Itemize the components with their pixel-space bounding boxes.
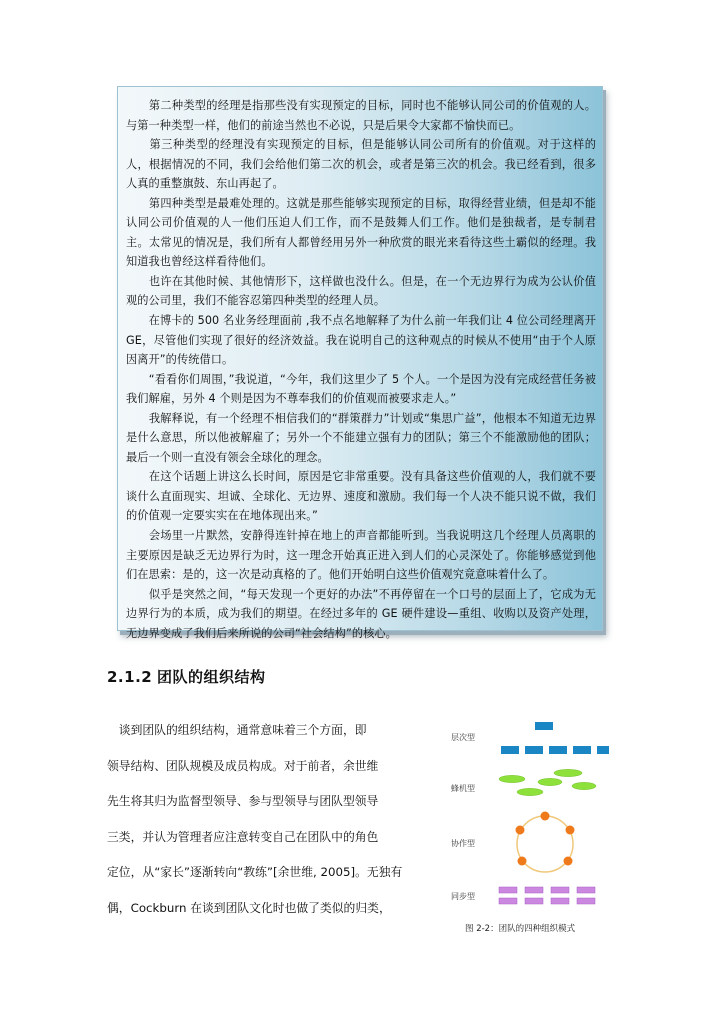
- random-node: [554, 769, 582, 776]
- sync-node: [499, 887, 517, 893]
- hierarchy-node: [549, 746, 567, 754]
- hierarchy-node: [573, 746, 591, 754]
- quote-callout-box: [117, 86, 603, 640]
- body-line: 谈到团队的组织结构，通常意味着三个方面，即: [107, 723, 367, 737]
- hierarchy-group: [501, 722, 609, 754]
- team-structure-diagram: [445, 712, 610, 942]
- collab-node: [564, 857, 573, 866]
- label-collaborative: 协作型: [451, 839, 475, 848]
- figure-caption: 图 2-2：团队的四种组织模式: [465, 924, 576, 934]
- hierarchy-node: [525, 746, 543, 754]
- sync-node: [577, 898, 595, 904]
- random-group: [499, 769, 596, 795]
- label-hierarchy: 层次型: [451, 733, 475, 742]
- sync-node: [525, 887, 543, 893]
- callout-paragraph: 第三种类型的经理没有实现预定的目标，但是能够认同公司所有的价值观。对于这样的人，根据情况的不同，我们会给他们第二次的机会，或者是第三次的机会。我已经看到，很多人真的重整旗鼓、东山再起了。: [126, 138, 596, 191]
- label-synchronous: 同步型: [451, 892, 475, 901]
- body-line: 偶，Cockburn 在谈到团队文化时也做了类似的归类，: [107, 900, 391, 915]
- callout-paragraph: 也许在其他时候、其他情形下，这样做也没什么。但是，在一个无边界行为成为公认价值观的公司里，我们不能容忍第四种类型的经理人员。: [126, 274, 596, 308]
- callout-paragraph: 我解释说，有一个经理不相信我们的“群策群力”计划或“集思广益”，他根本不知道无边界是什么意思，所以他被解雇了；另外一个不能建立强有力的团队；第三个不能激励他的团队；最后一个则一直没有领会全球化的理念。: [126, 411, 596, 464]
- sync-node: [525, 898, 543, 904]
- callout-paragraph: 第四种类型是最难处理的。这就是那些能够实现预定的目标，取得经营业绩，但是却不能认同公司价值观的人一他们压迫人们工作，而不是鼓舞人们工作。他们是独裁者，是专制君主。太常见的情况是，我们所有人都曾经用另外一种欣赏的眼光来看待这些土霸似的经理。我知道我也曾经这样看待他们。: [126, 196, 596, 269]
- random-node: [499, 775, 525, 782]
- callout-paragraph: 似乎是突然之间，“每天发现一个更好的办法”不再停留在一个口号的层面上了，它成为无边界行为的本质，成为我们的期望。在经过多年的 GE 硬件建设—重组、收购以及资产处理，无边界变成了我们后来所说的公司“社会结构”的核心。: [126, 587, 596, 640]
- callout-paragraph: 会场里一片默然，安静得连针掉在地上的声音都能听到。当我说明这几个经理人员离职的主要原因是缺乏无边界行为时，这一理念开始真正进入到人们的心灵深处了。你能够感觉到他们在思索：是的，这一次是动真格的了。他们开始明白这些价值观究竟意味着什么了。: [126, 529, 596, 582]
- section-heading: [107, 666, 266, 687]
- body-line: 领导结构、团队规模及成员构成。对于前者，余世维: [107, 758, 379, 773]
- callout-paragraph: 在这个话题上讲这么长时间，原因是它非常重要。没有具备这些价值观的人，我们就不要谈什么直面现实、坦诚、全球化、无边界、速度和激励。我们每一个人决不能只说不做，我们的价值观一定要实实在在地体现出来。”: [126, 470, 596, 523]
- callout-paragraph: 在博卡的 500 名业务经理面前 ,我不点名地解释了为什么前一年我们让 4 位公司经理离开 GE，尽管他们实现了很好的经济效益。我在说明自己的这种观点的时候从不使用“由于个人原因离开”的传统借口。: [126, 314, 596, 367]
- collab-node: [516, 826, 525, 835]
- sync-node: [499, 898, 517, 904]
- label-random: 蜂机型: [451, 784, 475, 793]
- sync-node: [577, 887, 595, 893]
- hierarchy-node: [535, 722, 553, 730]
- random-node: [538, 778, 562, 785]
- team-structure-figure: [445, 712, 610, 942]
- body-line: 三类，并认为管理者应注意转变自己在团队中的角色: [107, 829, 379, 844]
- collab-node: [541, 812, 550, 821]
- sync-group: [499, 887, 595, 904]
- section-title: 团队的组织结构: [157, 668, 266, 686]
- collab-node: [518, 857, 527, 866]
- random-node: [517, 788, 543, 795]
- sync-node: [551, 898, 569, 904]
- callout-paragraph: 第二种类型的经理是指那些没有实现预定的目标，同时也不能够认同公司的价值观的人。与第一种类型一样，他们的前途当然也不必说，只是后果令大家都不愉快而已。: [126, 99, 596, 132]
- body-text: [107, 713, 415, 927]
- body-line: 先生将其归为监督型领导、参与型领导与团队型领导: [107, 794, 379, 809]
- random-node: [572, 782, 596, 789]
- hierarchy-node: [501, 746, 519, 754]
- collab-node: [566, 826, 575, 835]
- sync-node: [551, 887, 569, 893]
- section-number: 2.1.2: [107, 668, 153, 686]
- body-line: 定位，从“家长”逐渐转向“教练”[余世维, 2005]。无独有: [107, 865, 403, 880]
- callout-paragraph: “看看你们周围，”我说道，“今年，我们这里少了 5 个人。一个是因为没有完成经营任务被我们解雇，另外 4 个则是因为不尊奉我们的价值观而被要求走人。”: [126, 372, 596, 406]
- hierarchy-node: [597, 746, 609, 754]
- collab-group: [516, 812, 575, 866]
